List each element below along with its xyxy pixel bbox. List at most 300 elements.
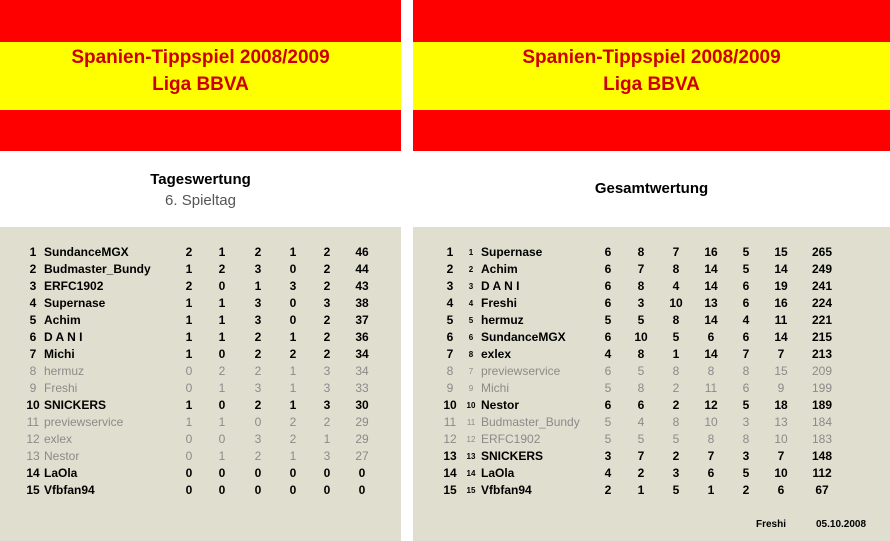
games-cell: 6	[604, 245, 612, 259]
overall-heading: Gesamtwertung	[594, 180, 709, 197]
previous-rank-cell: 15	[466, 486, 476, 495]
games-cell: 4	[604, 466, 612, 480]
total-points-cell: 183	[811, 432, 833, 446]
player-name: SNICKERS	[44, 398, 107, 412]
value-cell: 1	[672, 347, 680, 361]
value-cell: 6	[742, 296, 750, 310]
value-cell: 6	[707, 466, 715, 480]
games-cell: 6	[604, 364, 612, 378]
rank-cell: 8	[29, 364, 37, 378]
player-name: SNICKERS	[481, 449, 544, 463]
value-cell: 0	[218, 466, 226, 480]
table-row	[22, 278, 380, 295]
value-cell: 14	[774, 330, 788, 344]
value-cell: 7	[672, 245, 680, 259]
value-cell: 7	[637, 449, 645, 463]
value-cell: 2	[637, 466, 645, 480]
table-row	[22, 380, 380, 397]
games-cell: 6	[604, 398, 612, 412]
value-cell: 1	[323, 432, 331, 446]
value-cell: 8	[742, 432, 750, 446]
player-name: Vfbfan94	[44, 483, 95, 497]
table-row	[22, 363, 380, 380]
table-row	[439, 414, 845, 431]
value-cell: 2	[323, 279, 331, 293]
table-row	[22, 431, 380, 448]
value-cell: 8	[637, 347, 645, 361]
rank-cell: 3	[446, 279, 454, 293]
value-cell: 1	[289, 381, 297, 395]
player-name: hermuz	[44, 364, 85, 378]
value-cell: 2	[254, 330, 262, 344]
rank-cell: 7	[29, 347, 37, 361]
value-cell: 0	[185, 483, 193, 497]
player-name: Nestor	[481, 398, 520, 412]
value-cell: 8	[672, 415, 680, 429]
value-cell: 0	[218, 398, 226, 412]
value-cell: 5	[742, 466, 750, 480]
player-name: previewservice	[481, 364, 561, 378]
value-cell: 2	[289, 347, 297, 361]
value-cell: 2	[323, 415, 331, 429]
value-cell: 10	[704, 415, 718, 429]
value-cell: 16	[774, 296, 788, 310]
previous-rank-cell: 3	[468, 282, 474, 291]
value-cell: 0	[218, 483, 226, 497]
value-cell: 5	[742, 245, 750, 259]
points-cell: 34	[355, 364, 369, 378]
value-cell: 2	[289, 432, 297, 446]
value-cell: 1	[185, 296, 193, 310]
rank-cell: 13	[443, 449, 457, 463]
value-cell: 8	[637, 245, 645, 259]
value-cell: 0	[323, 466, 331, 480]
player-name: Michi	[44, 347, 75, 361]
player-name: Supernase	[44, 296, 106, 310]
table-row	[439, 295, 845, 312]
value-cell: 3	[254, 313, 262, 327]
value-cell: 3	[323, 449, 331, 463]
value-cell: 0	[289, 483, 297, 497]
value-cell: 8	[672, 313, 680, 327]
value-cell: 2	[323, 330, 331, 344]
value-cell: 2	[254, 398, 262, 412]
value-cell: 8	[672, 262, 680, 276]
value-cell: 2	[254, 245, 262, 259]
banner-subtitle: Liga BBVA	[603, 74, 700, 95]
games-cell: 6	[604, 262, 612, 276]
value-cell: 3	[742, 449, 750, 463]
total-points-cell: 265	[811, 245, 833, 259]
rank-cell: 2	[29, 262, 37, 276]
value-cell: 3	[672, 466, 680, 480]
rank-cell: 7	[446, 347, 454, 361]
games-cell: 6	[604, 330, 612, 344]
value-cell: 11	[774, 313, 788, 327]
total-points-cell: 199	[811, 381, 833, 395]
value-cell: 13	[774, 415, 788, 429]
daily-heading: Tageswertung	[150, 171, 251, 188]
points-cell: 29	[355, 432, 369, 446]
player-name: Budmaster_Bundy	[44, 262, 151, 276]
value-cell: 0	[185, 364, 193, 378]
rank-cell: 1	[29, 245, 37, 259]
previous-rank-cell: 5	[468, 316, 474, 325]
value-cell: 1	[218, 296, 226, 310]
value-cell: 5	[742, 262, 750, 276]
games-cell: 5	[604, 381, 612, 395]
player-name: Nestor	[44, 449, 80, 463]
value-cell: 2	[323, 313, 331, 327]
points-cell: 38	[355, 296, 369, 310]
player-name: ERFC1902	[44, 279, 104, 293]
rank-cell: 12	[26, 432, 40, 446]
games-cell: 5	[604, 415, 612, 429]
value-cell: 4	[742, 313, 750, 327]
value-cell: 5	[672, 330, 680, 344]
value-cell: 7	[742, 347, 750, 361]
value-cell: 2	[254, 449, 262, 463]
value-cell: 0	[289, 262, 297, 276]
value-cell: 11	[704, 381, 718, 395]
player-name: hermuz	[481, 313, 524, 327]
matchday-label: 6. Spieltag	[165, 192, 236, 209]
value-cell: 5	[672, 432, 680, 446]
previous-rank-cell: 14	[466, 469, 476, 478]
previous-rank-cell: 4	[468, 299, 474, 308]
value-cell: 14	[704, 313, 718, 327]
player-name: Freshi	[44, 381, 78, 395]
value-cell: 8	[742, 364, 750, 378]
table-row	[439, 329, 845, 346]
value-cell: 8	[707, 364, 715, 378]
total-points-cell: 215	[811, 330, 833, 344]
player-name: Vfbfan94	[481, 483, 532, 497]
value-cell: 19	[774, 279, 788, 293]
player-name: exlex	[481, 347, 512, 361]
value-cell: 2	[254, 364, 262, 378]
value-cell: 3	[323, 364, 331, 378]
player-name: D A N I	[44, 330, 83, 344]
value-cell: 1	[185, 347, 193, 361]
footer-date: 05.10.2008	[816, 519, 867, 530]
value-cell: 4	[672, 279, 680, 293]
player-name: ERFC1902	[481, 432, 541, 446]
value-cell: 12	[704, 398, 718, 412]
value-cell: 1	[289, 398, 297, 412]
total-points-cell: 209	[811, 364, 833, 378]
player-name: LaOla	[44, 466, 78, 480]
value-cell: 5	[637, 313, 645, 327]
value-cell: 6	[707, 330, 715, 344]
spain-flag-banner	[413, 0, 890, 151]
points-cell: 34	[355, 347, 369, 361]
rank-cell: 5	[29, 313, 37, 327]
table-row	[439, 465, 845, 482]
player-name: Freshi	[481, 296, 518, 310]
points-cell: 33	[355, 381, 369, 395]
value-cell: 1	[218, 330, 226, 344]
value-cell: 1	[218, 449, 226, 463]
value-cell: 2	[185, 245, 193, 259]
value-cell: 14	[704, 347, 718, 361]
value-cell: 5	[742, 398, 750, 412]
value-cell: 2	[672, 449, 680, 463]
player-name: previewservice	[44, 415, 124, 429]
total-points-cell: 148	[811, 449, 833, 463]
banner-title: Spanien-Tippspiel 2008/2009	[522, 47, 781, 68]
total-points-cell: 213	[811, 347, 833, 361]
value-cell: 3	[323, 296, 331, 310]
rank-cell: 11	[26, 415, 40, 429]
rank-cell: 6	[29, 330, 37, 344]
rank-cell: 14	[443, 466, 457, 480]
rank-cell: 9	[29, 381, 37, 395]
spain-flag-banner	[0, 0, 401, 151]
player-name: Achim	[44, 313, 81, 327]
value-cell: 3	[637, 296, 645, 310]
player-name: SundanceMGX	[44, 245, 129, 259]
value-cell: 1	[254, 279, 262, 293]
total-points-cell: 67	[815, 483, 829, 497]
value-cell: 0	[218, 347, 226, 361]
value-cell: 8	[637, 381, 645, 395]
value-cell: 5	[637, 364, 645, 378]
games-cell: 4	[604, 347, 612, 361]
value-cell: 15	[774, 245, 788, 259]
value-cell: 0	[185, 449, 193, 463]
rank-cell: 8	[446, 364, 454, 378]
points-cell: 0	[358, 466, 366, 480]
value-cell: 3	[254, 381, 262, 395]
player-name: Michi	[481, 381, 510, 395]
value-cell: 2	[323, 347, 331, 361]
value-cell: 2	[672, 381, 680, 395]
rank-cell: 6	[446, 330, 454, 344]
value-cell: 0	[289, 466, 297, 480]
value-cell: 3	[254, 262, 262, 276]
player-name: Budmaster_Bundy	[481, 415, 580, 429]
table-row	[22, 261, 380, 278]
value-cell: 2	[218, 364, 226, 378]
player-name: LaOla	[481, 466, 515, 480]
table-row	[439, 482, 845, 499]
rank-cell: 10	[26, 398, 40, 412]
games-cell: 3	[604, 449, 612, 463]
value-cell: 1	[185, 330, 193, 344]
value-cell: 1	[185, 398, 193, 412]
value-cell: 3	[323, 398, 331, 412]
table-row	[22, 346, 380, 363]
table-row	[22, 465, 380, 482]
rank-cell: 10	[443, 398, 457, 412]
value-cell: 1	[218, 313, 226, 327]
table-row	[439, 244, 845, 261]
value-cell: 15	[774, 364, 788, 378]
player-name: SundanceMGX	[481, 330, 566, 344]
rank-cell: 4	[29, 296, 37, 310]
rank-cell: 15	[26, 483, 40, 497]
value-cell: 0	[289, 313, 297, 327]
games-cell: 6	[604, 296, 612, 310]
points-cell: 27	[355, 449, 369, 463]
rank-cell: 15	[443, 483, 457, 497]
value-cell: 14	[704, 262, 718, 276]
rank-cell: 4	[446, 296, 454, 310]
rank-cell: 5	[446, 313, 454, 327]
table-row	[439, 346, 845, 363]
rank-cell: 13	[26, 449, 40, 463]
value-cell: 1	[185, 313, 193, 327]
previous-rank-cell: 13	[466, 452, 476, 461]
points-cell: 0	[358, 483, 366, 497]
value-cell: 2	[218, 262, 226, 276]
table-row	[439, 397, 845, 414]
value-cell: 18	[774, 398, 788, 412]
value-cell: 3	[254, 296, 262, 310]
total-points-cell: 249	[811, 262, 833, 276]
value-cell: 0	[185, 466, 193, 480]
value-cell: 14	[774, 262, 788, 276]
table-row	[439, 312, 845, 329]
table-row	[439, 380, 845, 397]
points-cell: 37	[355, 313, 369, 327]
games-cell: 5	[604, 432, 612, 446]
value-cell: 0	[185, 432, 193, 446]
value-cell: 5	[637, 432, 645, 446]
previous-rank-cell: 11	[466, 418, 476, 427]
rank-cell: 2	[446, 262, 454, 276]
points-cell: 43	[355, 279, 369, 293]
value-cell: 5	[672, 483, 680, 497]
value-cell: 3	[254, 432, 262, 446]
value-cell: 2	[323, 262, 331, 276]
value-cell: 6	[742, 330, 750, 344]
total-points-cell: 221	[811, 313, 833, 327]
value-cell: 10	[774, 466, 788, 480]
previous-rank-cell: 2	[468, 265, 474, 274]
previous-rank-cell: 7	[468, 367, 474, 376]
value-cell: 10	[669, 296, 683, 310]
value-cell: 7	[777, 449, 785, 463]
table-row	[439, 448, 845, 465]
value-cell: 13	[704, 296, 718, 310]
total-points-cell: 224	[811, 296, 833, 310]
value-cell: 2	[254, 347, 262, 361]
previous-rank-cell: 9	[468, 384, 474, 393]
value-cell: 1	[218, 381, 226, 395]
value-cell: 16	[704, 245, 718, 259]
value-cell: 2	[289, 415, 297, 429]
table-row	[439, 278, 845, 295]
player-name: Achim	[481, 262, 518, 276]
value-cell: 0	[185, 381, 193, 395]
rank-cell: 12	[443, 432, 457, 446]
value-cell: 1	[185, 415, 193, 429]
value-cell: 1	[707, 483, 715, 497]
value-cell: 3	[289, 279, 297, 293]
table-row	[22, 414, 380, 431]
points-cell: 36	[355, 330, 369, 344]
table-row	[22, 482, 380, 499]
total-points-cell: 112	[812, 466, 832, 480]
table-row	[22, 244, 380, 261]
table-row	[439, 363, 845, 380]
value-cell: 1	[185, 262, 193, 276]
previous-rank-cell: 6	[468, 333, 474, 342]
value-cell: 8	[672, 364, 680, 378]
value-cell: 2	[323, 245, 331, 259]
value-cell: 6	[777, 483, 785, 497]
games-cell: 6	[604, 279, 612, 293]
games-cell: 2	[604, 483, 612, 497]
value-cell: 0	[218, 432, 226, 446]
value-cell: 9	[777, 381, 785, 395]
value-cell: 1	[289, 364, 297, 378]
banner-subtitle: Liga BBVA	[152, 74, 249, 95]
previous-rank-cell: 10	[466, 401, 476, 410]
value-cell: 3	[742, 415, 750, 429]
points-cell: 44	[355, 262, 369, 276]
rank-cell: 9	[446, 381, 454, 395]
table-row	[22, 329, 380, 346]
value-cell: 1	[289, 449, 297, 463]
player-name: D A N I	[481, 279, 520, 293]
value-cell: 10	[634, 330, 648, 344]
rank-cell: 3	[29, 279, 37, 293]
previous-rank-cell: 12	[466, 435, 476, 444]
value-cell: 0	[323, 483, 331, 497]
value-cell: 10	[774, 432, 788, 446]
rank-cell: 1	[446, 245, 454, 259]
value-cell: 6	[742, 381, 750, 395]
value-cell: 1	[218, 415, 226, 429]
table-row	[22, 312, 380, 329]
total-points-cell: 241	[811, 279, 833, 293]
value-cell: 8	[637, 279, 645, 293]
value-cell: 8	[707, 432, 715, 446]
value-cell: 3	[323, 381, 331, 395]
value-cell: 1	[289, 330, 297, 344]
points-cell: 29	[355, 415, 369, 429]
value-cell: 0	[254, 483, 262, 497]
player-name: Supernase	[481, 245, 543, 259]
value-cell: 1	[637, 483, 645, 497]
daily-ranking-panel	[0, 0, 401, 541]
value-cell: 14	[704, 279, 718, 293]
value-cell: 1	[218, 245, 226, 259]
total-points-cell: 184	[811, 415, 833, 429]
overall-table	[439, 244, 845, 499]
value-cell: 0	[254, 466, 262, 480]
value-cell: 6	[637, 398, 645, 412]
overall-ranking-panel	[413, 0, 890, 541]
games-cell: 5	[604, 313, 612, 327]
points-cell: 30	[355, 398, 369, 412]
value-cell: 4	[637, 415, 645, 429]
value-cell: 7	[637, 262, 645, 276]
daily-table	[22, 244, 380, 499]
value-cell: 2	[742, 483, 750, 497]
banner-title: Spanien-Tippspiel 2008/2009	[71, 47, 330, 68]
table-row	[22, 295, 380, 312]
value-cell: 0	[254, 415, 262, 429]
player-name: exlex	[44, 432, 73, 446]
value-cell: 2	[672, 398, 680, 412]
rank-cell: 14	[26, 466, 40, 480]
value-cell: 0	[218, 279, 226, 293]
table-row	[439, 261, 845, 278]
